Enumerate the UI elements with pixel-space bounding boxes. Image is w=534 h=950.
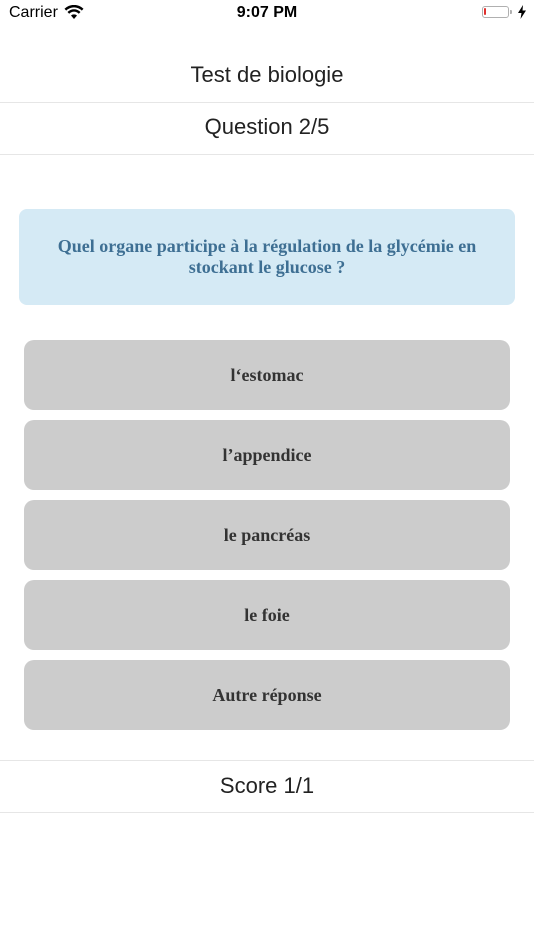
divider	[0, 760, 534, 761]
divider	[0, 154, 534, 155]
battery-icon	[482, 6, 509, 18]
question-counter: Question 2/5	[204, 114, 330, 139]
battery-level	[484, 8, 486, 15]
status-time: 9:07 PM	[236, 4, 298, 21]
answer-button-estomac[interactable]: l‘estomac	[24, 340, 510, 410]
page-title: Test de biologie	[190, 62, 344, 87]
score-label: Score 1/1	[219, 773, 315, 798]
divider	[0, 812, 534, 813]
charging-bolt-icon	[518, 5, 526, 24]
question-card	[19, 209, 515, 305]
answer-button-pancreas[interactable]: le pancréas	[24, 500, 510, 570]
answer-button-appendice[interactable]: l’appendice	[24, 420, 510, 490]
status-bar	[0, 0, 534, 28]
carrier-label: Carrier	[9, 4, 58, 21]
divider	[0, 102, 534, 103]
answer-list	[24, 340, 510, 740]
answer-button-autre[interactable]: Autre réponse	[24, 660, 510, 730]
answer-button-foie[interactable]: le foie	[24, 580, 510, 650]
question-text: Quel organe participe à la régulation de la glycémie en stockant le glucose ?	[57, 236, 477, 277]
